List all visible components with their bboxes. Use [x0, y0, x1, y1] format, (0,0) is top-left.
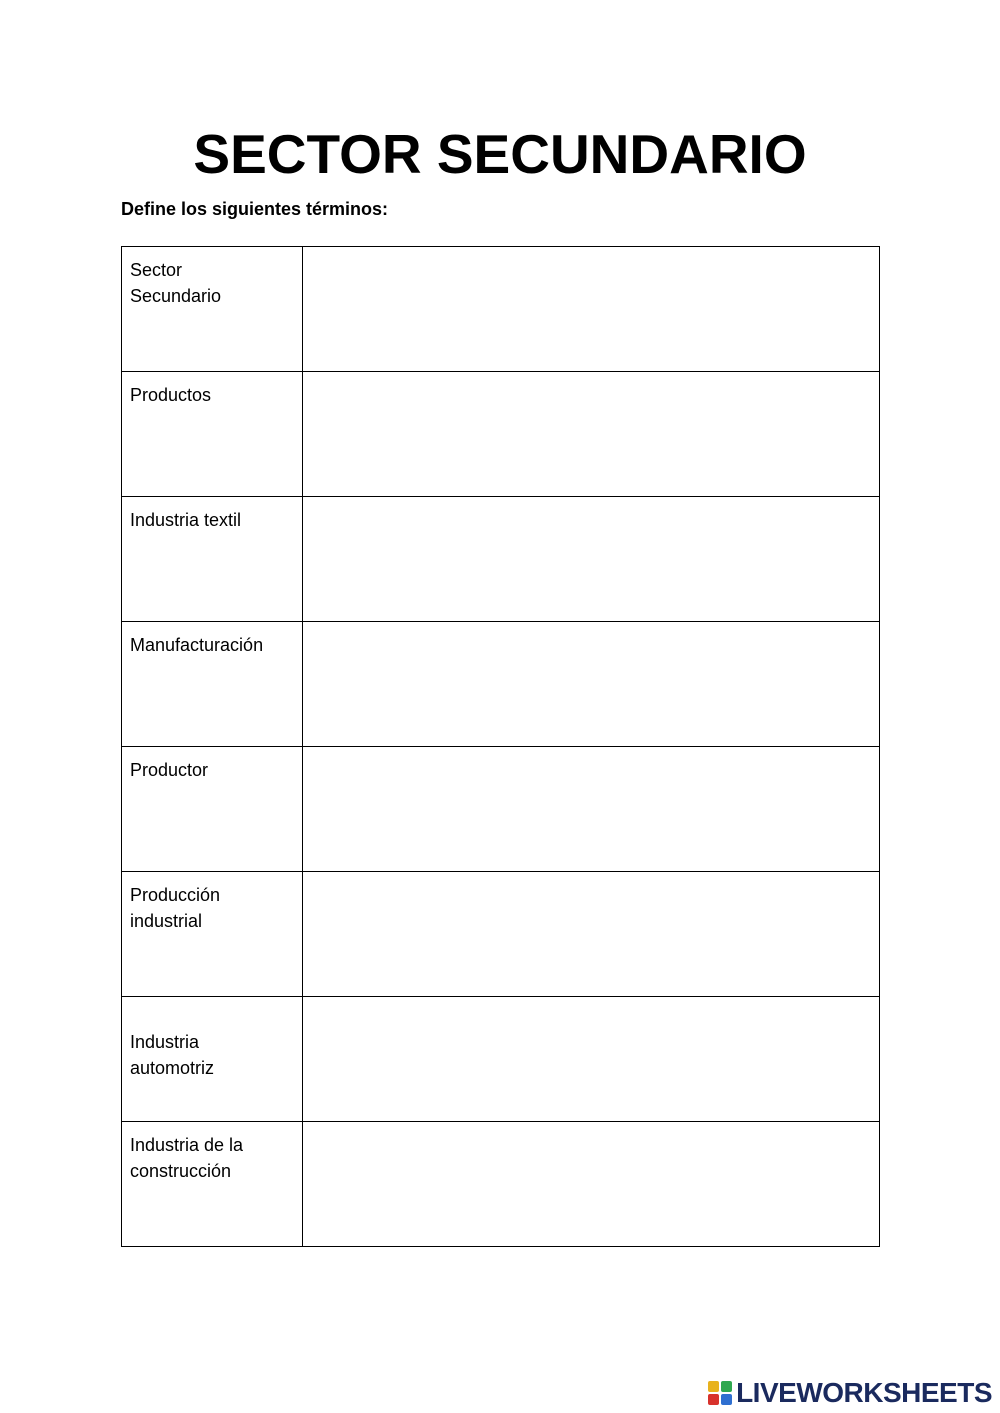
term-label-line: Secundario: [130, 286, 222, 306]
table-row: [122, 497, 880, 622]
definition-cell[interactable]: [303, 247, 880, 372]
logo-square: [708, 1394, 719, 1405]
table-row: [122, 997, 880, 1122]
term-cell: [122, 1122, 303, 1247]
page-title: SECTOR SECUNDARIO: [193, 123, 807, 185]
liveworksheets-logo-icon: [708, 1381, 732, 1405]
table-row: [122, 872, 880, 997]
term-label-line: Industria textil: [130, 510, 242, 530]
term-cell: [122, 372, 303, 497]
table-row: [122, 747, 880, 872]
instruction-text: Define los siguientes términos:: [121, 199, 389, 219]
logo-square: [708, 1381, 719, 1392]
table-row: [122, 1122, 880, 1247]
definition-cell[interactable]: [303, 747, 880, 872]
term-label-line: industrial: [130, 911, 203, 931]
terms-table: [121, 246, 880, 1247]
table-row: [122, 622, 880, 747]
term-cell: [122, 497, 303, 622]
term-cell: [122, 622, 303, 747]
term-cell: [122, 997, 303, 1122]
definition-cell[interactable]: [303, 1122, 880, 1247]
definition-cell[interactable]: [303, 622, 880, 747]
definition-cell[interactable]: [303, 497, 880, 622]
definition-cell[interactable]: [303, 372, 880, 497]
term-cell: [122, 747, 303, 872]
definition-cell[interactable]: [303, 997, 880, 1122]
term-label-line: Sector: [130, 260, 183, 280]
table-row: [122, 247, 880, 372]
term-cell: [122, 872, 303, 997]
logo-square: [721, 1381, 732, 1392]
table-row: [122, 372, 880, 497]
definition-cell[interactable]: [303, 872, 880, 997]
term-label-line: Industria de la: [130, 1135, 244, 1155]
brand-name: LIVEWORKSHEETS: [736, 1377, 992, 1408]
term-label-line: Productor: [130, 760, 209, 780]
term-label-line: Industria: [130, 1032, 200, 1052]
term-label-line: construcción: [130, 1161, 232, 1181]
liveworksheets-logo: [708, 1377, 992, 1409]
term-label-line: Producción: [130, 885, 221, 905]
term-label-line: Manufacturación: [130, 635, 264, 655]
term-label-line: automotriz: [130, 1058, 215, 1078]
term-cell: [122, 247, 303, 372]
logo-square: [721, 1394, 732, 1405]
term-label-line: Productos: [130, 385, 212, 405]
